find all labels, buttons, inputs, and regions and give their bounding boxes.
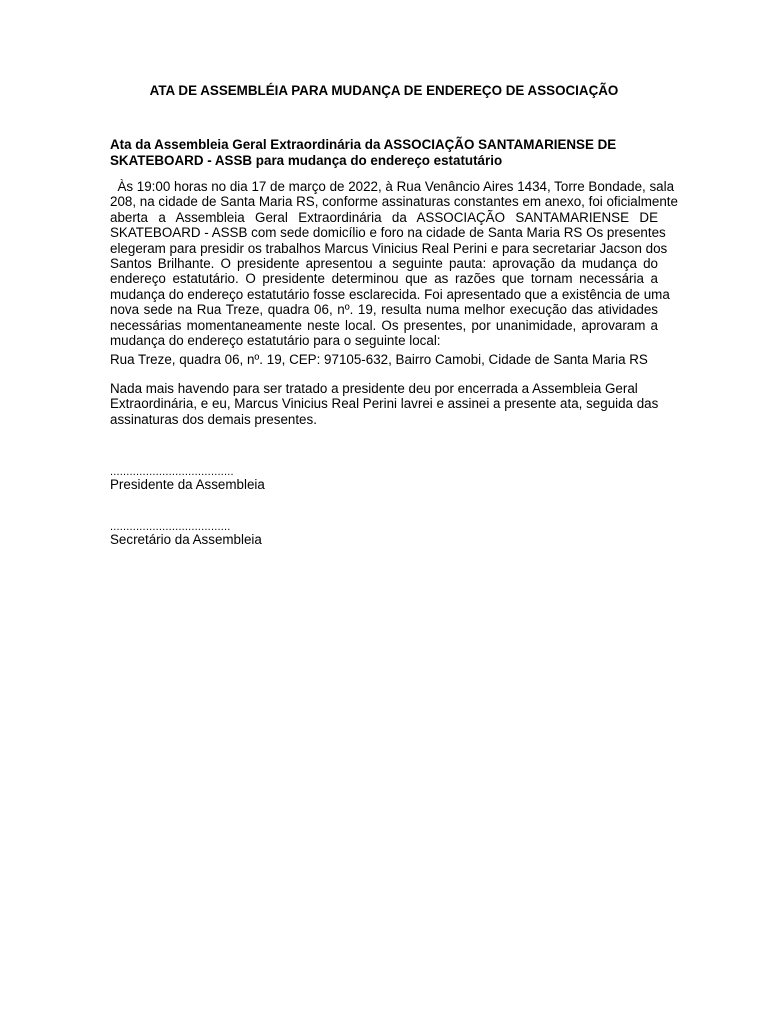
body-paragraph [110, 179, 678, 349]
signature-president [110, 467, 265, 493]
body-line: aberta a Assembleia Geral Extraordinária da ASSOCIAÇÃO SANTAMARIENSE DE [110, 209, 658, 225]
closing-line: Nada mais havendo para ser tratado a presidente deu por encerrada a Assembleia Geral [110, 381, 638, 396]
document-title: ATA DE ASSEMBLÉIA PARA MUDANÇA DE ENDEREÇO DE ASSOCIAÇÃO [149, 83, 619, 98]
closing-paragraph [110, 381, 658, 427]
body-line: Às 19:00 horas no dia 17 de março de 2022, à Rua Venâncio Aires 1434, Torre Bondade, sala [110, 179, 675, 194]
signature-role: Presidente da Assembleia [110, 477, 265, 492]
closing-line: Extraordinária, e eu, Marcus Vinicius Real Perini lavrei e assinei a presente ata, seguida das [110, 396, 659, 412]
body-line: 208, na cidade de Santa Maria RS, conforme assinaturas constantes em anexo, foi oficialmente [110, 194, 678, 210]
signature-line: ..................................... [110, 521, 231, 533]
new-address-line: Rua Treze, quadra 06, nº. 19, CEP: 97105-632, Bairro Camobi, Cidade de Santa Maria RS [110, 352, 648, 367]
body-line: endereço estatutário. O presidente determinou que as razões que tornam necessária a [110, 271, 658, 287]
signature-role: Secretário da Assembleia [110, 532, 262, 547]
signature-secretary [110, 522, 262, 548]
body-line: necessárias momentaneamente neste local. Os presentes, por unanimidade, aprovaram a [110, 317, 658, 333]
body-line: mudança do endereço estatutário fosse esclarecida. Foi apresentado que a existência de uma [110, 286, 670, 302]
body-line: mudança do endereço estatutário para o seguinte local: [110, 333, 441, 349]
subtitle-line: Ata da Assembleia Geral Extraordinária da ASSOCIAÇÃO SANTAMARIENSE DE [110, 137, 617, 152]
subtitle-line: SKATEBOARD - ASSB para mudança do endereço estatutário [110, 152, 503, 168]
signature-line: ...................................... [110, 466, 234, 478]
body-line: SKATEBOARD - ASSB com sede domicílio e foro na cidade de Santa Maria RS Os presentes [110, 225, 666, 241]
body-line: nova sede na Rua Treze, quadra 06, nº. 19, resulta numa melhor execução das atividades [110, 302, 658, 318]
document-subtitle [110, 137, 658, 168]
body-line: Santos Brilhante. O presidente apresentou a seguinte pauta: aprovação da mudança do [110, 256, 658, 272]
body-line: elegeram para presidir os trabalhos Marcus Vinicius Real Perini e para secretariar Jacson dos [110, 240, 668, 256]
closing-line: assinaturas dos demais presentes. [110, 411, 317, 427]
